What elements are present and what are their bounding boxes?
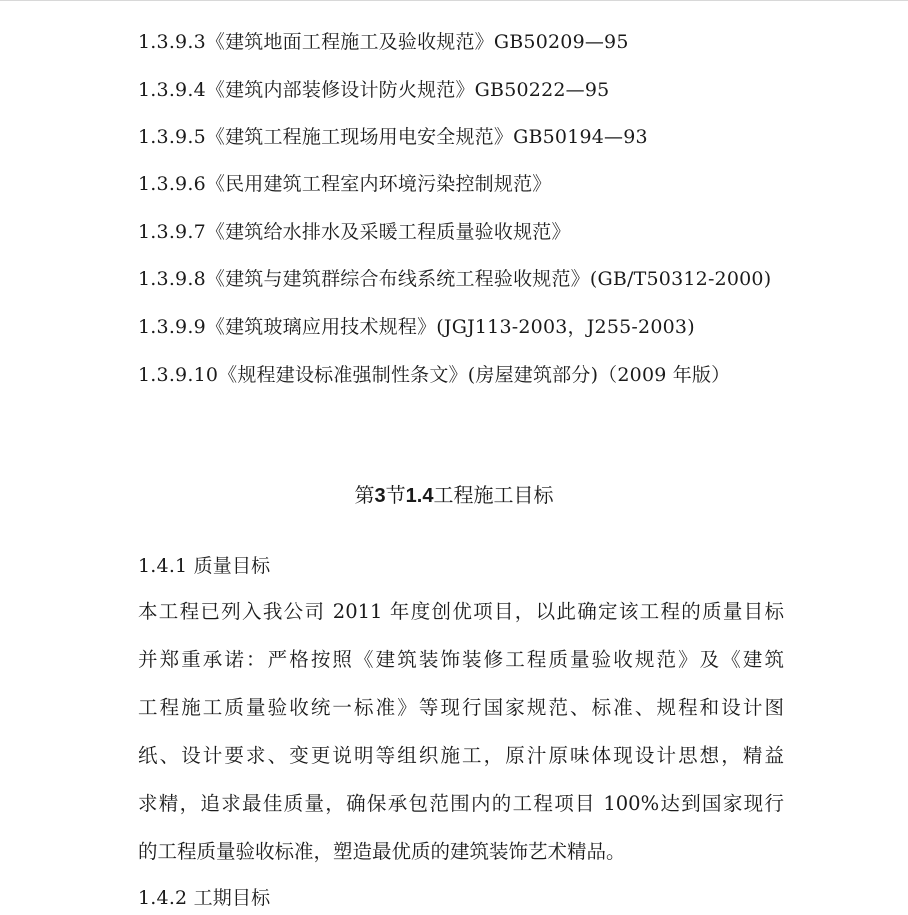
section-middle: 节 bbox=[385, 483, 406, 507]
section-ordinal: 3 bbox=[374, 485, 386, 507]
paragraph-line: 并郑重承诺：严格按照《建筑装饰装修工程质量验收规范》及《建筑 bbox=[138, 648, 784, 671]
reference-item: 1.3.9.9《建筑玻璃应用技术规程》(JGJ113-2003，J255-2003) bbox=[138, 316, 695, 338]
section-title: 工程施工目标 bbox=[433, 483, 554, 507]
section-heading bbox=[0, 482, 908, 509]
section-prefix: 第 bbox=[354, 483, 375, 507]
paragraph-line: 纸、设计要求、变更说明等组织施工，原汁原味体现设计思想，精益 bbox=[138, 744, 784, 767]
paragraph-line: 的工程质量验收标准，塑造最优质的建筑装饰艺术精品。 bbox=[138, 840, 626, 863]
paragraph-line: 本工程已列入我公司 2011 年度创优项目，以此确定该工程的质量目标 bbox=[138, 600, 784, 623]
reference-item: 1.3.9.4《建筑内部装修设计防火规范》GB50222—95 bbox=[138, 79, 610, 101]
subsection-heading-quality: 1.4.1 质量目标 bbox=[138, 555, 271, 577]
reference-item: 1.3.9.10《规程建设标准强制性条文》(房屋建筑部分)（2009 年版） bbox=[138, 364, 731, 386]
paragraph-line: 求精，追求最佳质量，确保承包范围内的工程项目 100%达到国家现行 bbox=[138, 792, 784, 815]
reference-item: 1.3.9.8《建筑与建筑群综合布线系统工程验收规范》(GB/T50312-2000) bbox=[138, 268, 772, 290]
section-number: 1.4 bbox=[405, 485, 434, 507]
subsection-heading-schedule: 1.4.2 工期目标 bbox=[138, 887, 271, 909]
paragraph-line: 工程施工质量验收统一标准》等现行国家规范、标准、规程和设计图 bbox=[138, 696, 784, 719]
reference-item: 1.3.9.6《民用建筑工程室内环境污染控制规范》 bbox=[138, 173, 552, 195]
page-top-border bbox=[0, 0, 908, 1]
reference-item: 1.3.9.5《建筑工程施工现场用电安全规范》GB50194—93 bbox=[138, 126, 648, 148]
reference-item: 1.3.9.7《建筑给水排水及采暖工程质量验收规范》 bbox=[138, 221, 571, 243]
reference-item: 1.3.9.3《建筑地面工程施工及验收规范》GB50209—95 bbox=[138, 31, 629, 53]
